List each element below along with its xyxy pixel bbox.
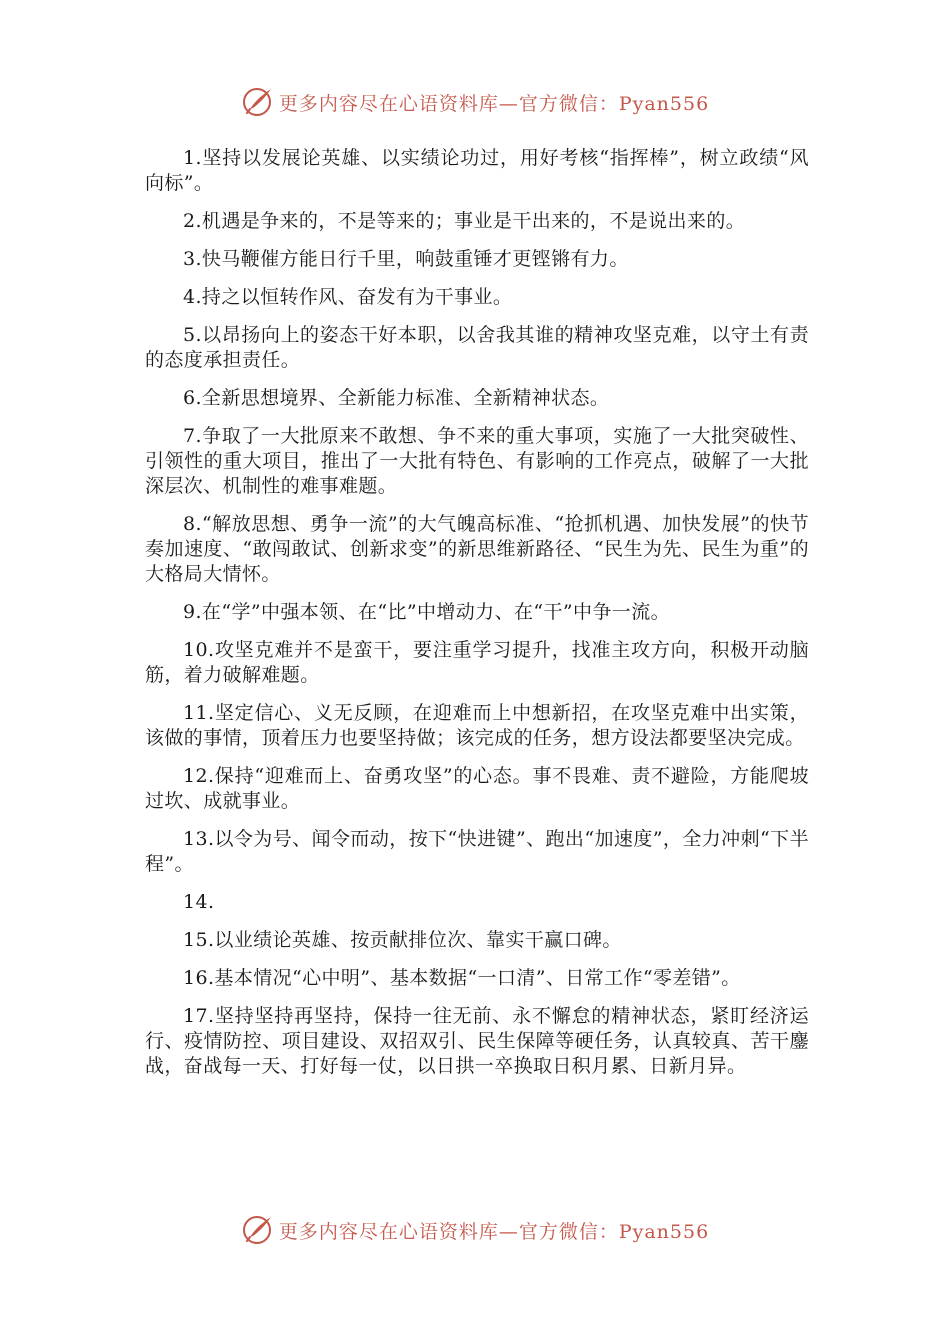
paragraph-7: 7.争取了一大批原来不敢想、争不来的重大事项，实施了一大批突破性、引领性的重大项目，推出了一大批有特色、有影响的工作亮点，破解了一大批深层次、机制性的难事难题。 xyxy=(145,425,809,497)
paragraph-6: 6.全新思想境界、全新能力标准、全新精神状态。 xyxy=(183,387,610,409)
paragraph-3: 3.快马鞭催方能日行千里，响鼓重锤才更铿锵有力。 xyxy=(183,248,629,270)
paragraph-11: 11.坚定信心、义无反顾，在迎难而上中想新招，在攻坚克难中出实策，该做的事情，顶着压力也要坚持做；该完成的任务，想方设法都要坚决完成。 xyxy=(145,702,809,749)
quill-logo-icon xyxy=(241,1213,275,1247)
paragraph-17: 17.坚持坚持再坚持，保持一往无前、永不懈怠的精神状态，紧盯经济运行、疫情防控、项目建设、双招双引、民生保障等硬任务，认真较真、苦干鏖战，奋战每一天、打好每一仗，以日拱一卒换取日积月累、日新月异。 xyxy=(145,1005,809,1077)
paragraph-14: 14. xyxy=(183,891,215,913)
banner-text: 更多内容尽在心语资料库—官方微信：Pyan556 xyxy=(278,92,710,115)
paragraph-4: 4.持之以恒转作风、奋发有为干事业。 xyxy=(183,286,513,308)
footer-banner xyxy=(0,1210,950,1250)
banner-text: 更多内容尽在心语资料库—官方微信：Pyan556 xyxy=(278,1220,710,1243)
quill-logo-icon xyxy=(241,85,275,119)
paragraph-1: 1.坚持以发展论英雄、以实绩论功过，用好考核“指挥棒”，树立政绩“风向标”。 xyxy=(145,147,809,194)
paragraph-15: 15.以业绩论英雄、按贡献排位次、靠实干赢口碑。 xyxy=(183,929,622,951)
paragraph-10: 10.攻坚克难并不是蛮干，要注重学习提升，找准主攻方向，积极开动脑筋，着力破解难题。 xyxy=(145,639,809,686)
paragraph-5: 5.以昂扬向上的姿态干好本职，以舍我其谁的精神攻坚克难，以守土有责的态度承担责任。 xyxy=(145,324,809,371)
paragraph-9: 9.在“学”中强本领、在“比”中增动力、在“干”中争一流。 xyxy=(183,601,671,623)
paragraph-8: 8.“解放思想、勇争一流”的大气魄高标准、“抢抓机遇、加快发展”的快节奏加速度、“敢闯敢试、创新求变”的新思维新路径、“民生为先、民生为重”的大格局大情怀。 xyxy=(145,513,809,585)
paragraph-12: 12.保持“迎难而上、奋勇攻坚”的心态。事不畏难、责不避险，方能爬坡过坎、成就事业。 xyxy=(145,765,809,812)
header-banner xyxy=(0,82,950,122)
paragraph-13: 13.以令为号、闻令而动，按下“快进键”、跑出“加速度”，全力冲刺“下半程”。 xyxy=(145,828,809,875)
document-body xyxy=(145,146,809,1092)
paragraph-16: 16.基本情况“心中明”、基本数据“一口清”、日常工作“零差错”。 xyxy=(183,967,741,989)
paragraph-2: 2.机遇是争来的，不是等来的；事业是干出来的，不是说出来的。 xyxy=(183,210,746,232)
